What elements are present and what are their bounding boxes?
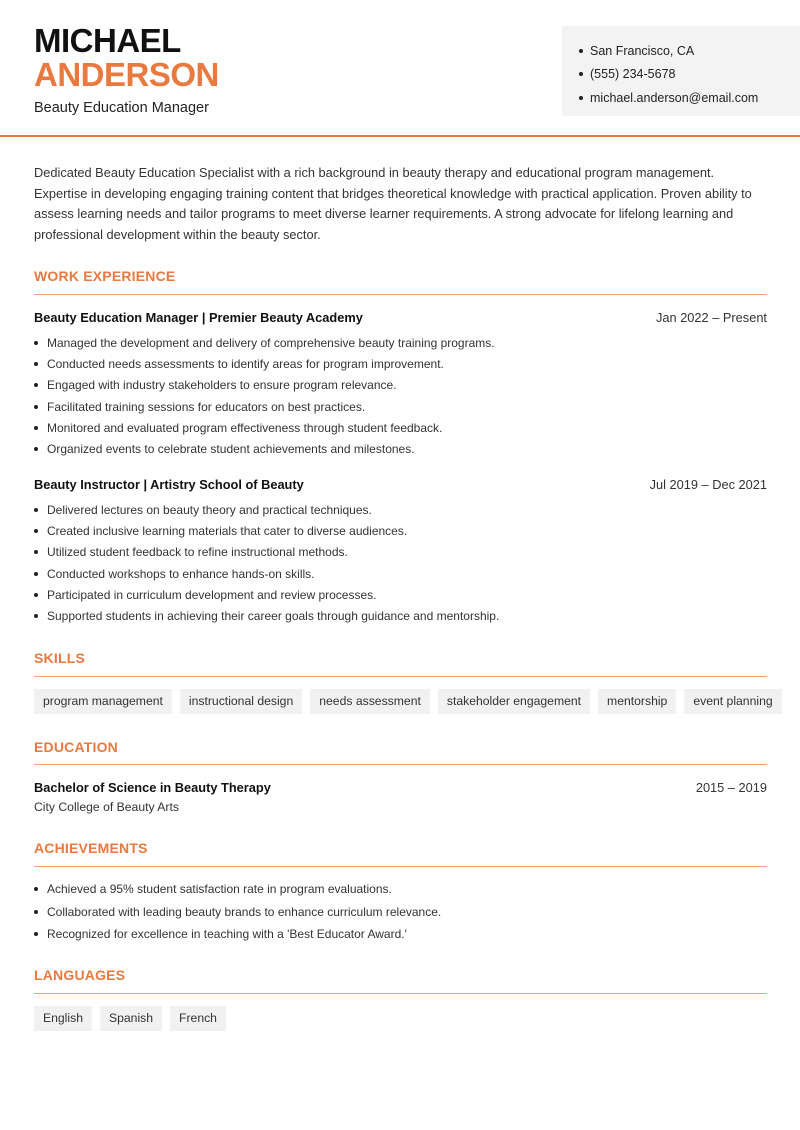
skill-chip: event planning [684, 689, 781, 714]
bullet-icon [34, 508, 38, 512]
language-chip: English [34, 1006, 92, 1031]
contact-location: San Francisco, CA [579, 39, 800, 63]
bullet-icon [579, 72, 583, 76]
list-item: Conducted needs assessments to identify areas for program improvement. [34, 353, 767, 374]
job-title-1: Beauty Education Manager | Premier Beauty Academy [34, 310, 363, 325]
list-item: Created inclusive learning materials that cater to diverse audiences. [34, 520, 767, 541]
bullet-icon [34, 550, 38, 554]
bullet-icon [34, 341, 38, 345]
bullet-icon [579, 49, 583, 53]
job-title-2: Beauty Instructor | Artistry School of Beauty [34, 477, 304, 492]
job-bullets-1 [34, 332, 767, 460]
last-name: ANDERSON [34, 56, 219, 93]
section-divider [34, 294, 767, 295]
education-header [34, 780, 767, 795]
bullet-icon [34, 614, 38, 618]
school: City College of Beauty Arts [34, 800, 179, 814]
bullet-icon [34, 405, 38, 409]
list-item: Collaborated with leading beauty brands to enhance curriculum relevance. [34, 901, 767, 924]
bullet-icon [34, 362, 38, 366]
list-item: Achieved a 95% student satisfaction rate in program evaluations. [34, 878, 767, 901]
section-title-achievements: ACHIEVEMENTS [34, 840, 148, 856]
skill-chip: mentorship [598, 689, 676, 714]
section-divider [34, 993, 767, 994]
contact-email: michael.anderson@email.com [579, 86, 800, 110]
bullet-icon [34, 887, 38, 891]
bullet-icon [34, 572, 38, 576]
skill-chip: stakeholder engagement [438, 689, 590, 714]
job-title: Beauty Education Manager [34, 100, 209, 116]
job-date-2: Jul 2019 – Dec 2021 [649, 477, 767, 492]
achievements-list [34, 878, 767, 946]
bullet-icon [34, 593, 38, 597]
job-date-1: Jan 2022 – Present [656, 310, 767, 325]
bullet-icon [34, 447, 38, 451]
languages-list [34, 1006, 234, 1031]
bullet-icon [579, 96, 583, 100]
list-item: Utilized student feedback to refine instructional methods. [34, 542, 767, 563]
contact-box [562, 26, 800, 116]
skills-list [34, 689, 782, 714]
list-item: Facilitated training sessions for educators on best practices. [34, 396, 767, 417]
language-chip: French [170, 1006, 226, 1031]
list-item: Supported students in achieving their career goals through guidance and mentorship. [34, 605, 767, 626]
list-item: Participated in curriculum development and review processes. [34, 584, 767, 605]
section-title-languages: LANGUAGES [34, 967, 126, 983]
section-divider [34, 866, 767, 867]
resume-header [0, 0, 800, 137]
bullet-icon [34, 426, 38, 430]
job-header [34, 310, 767, 325]
contact-phone: (555) 234-5678 [579, 63, 800, 87]
list-item: Engaged with industry stakeholders to ensure program relevance. [34, 375, 767, 396]
section-title-work: WORK EXPERIENCE [34, 268, 176, 284]
bullet-icon [34, 910, 38, 914]
section-title-skills: SKILLS [34, 650, 85, 666]
skill-chip: instructional design [180, 689, 302, 714]
job-bullets-2 [34, 499, 767, 627]
skill-chip: program management [34, 689, 172, 714]
bullet-icon [34, 383, 38, 387]
bullet-icon [34, 932, 38, 936]
list-item: Managed the development and delivery of comprehensive beauty training programs. [34, 332, 767, 353]
list-item: Organized events to celebrate student achievements and milestones. [34, 438, 767, 459]
skill-chip: needs assessment [310, 689, 430, 714]
education-date: 2015 – 2019 [695, 780, 767, 795]
section-divider [34, 764, 767, 765]
list-item: Recognized for excellence in teaching with a 'Best Educator Award.' [34, 923, 767, 946]
language-chip: Spanish [100, 1006, 162, 1031]
summary: Dedicated Beauty Education Specialist with a rich background in beauty therapy and educational program management. Expertise in developing engaging training content that bridges theoretical knowledge with practical application. Proven ability to assess learning needs and tailor programs to meet diverse learner requirements. A strong advocate for lifelong learning and professional development within the beauty sector. [34, 165, 752, 242]
job-header [34, 477, 767, 492]
section-divider [34, 676, 767, 677]
list-item: Conducted workshops to enhance hands-on skills. [34, 563, 767, 584]
degree: Bachelor of Science in Beauty Therapy [34, 780, 271, 795]
list-item: Delivered lectures on beauty theory and practical techniques. [34, 499, 767, 520]
first-name: MICHAEL [34, 22, 181, 59]
section-title-education: EDUCATION [34, 739, 118, 755]
list-item: Monitored and evaluated program effectiveness through student feedback. [34, 417, 767, 438]
bullet-icon [34, 529, 38, 533]
